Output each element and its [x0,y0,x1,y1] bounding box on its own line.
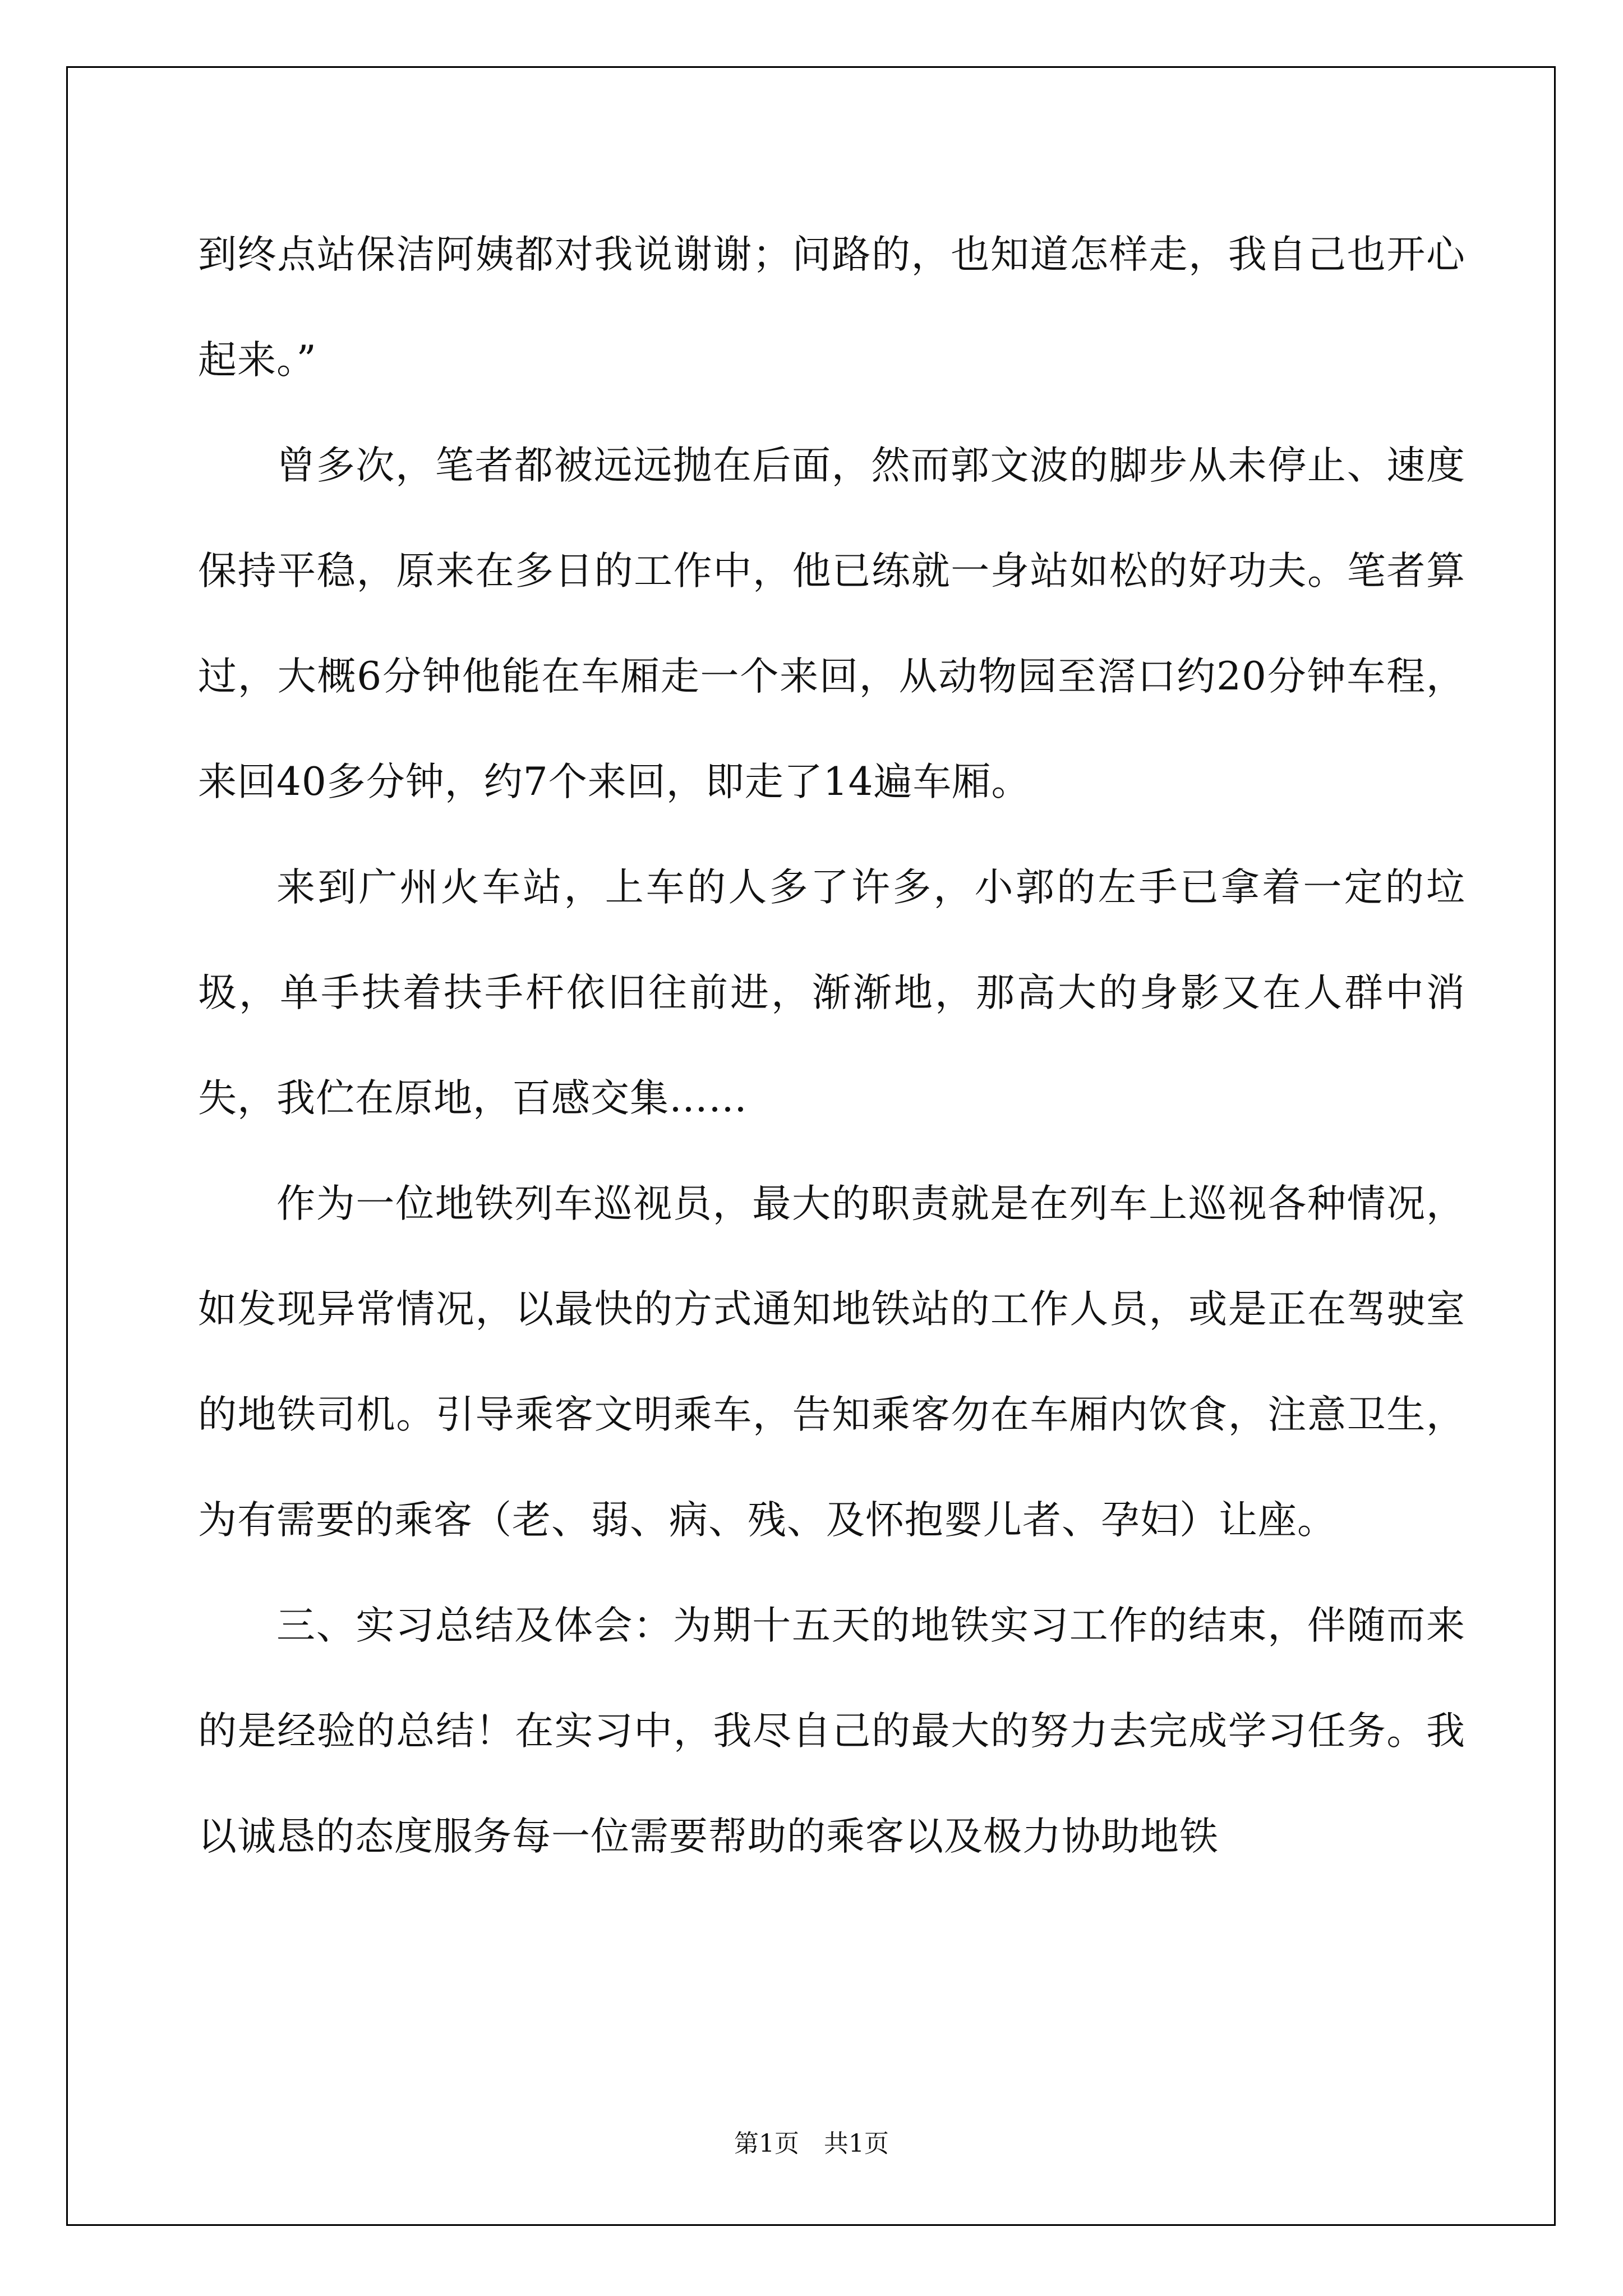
page-number: 第1页 [734,2129,799,2158]
document-body [198,202,1465,1889]
page-footer [0,2123,1623,2159]
page-total: 共1页 [824,2129,889,2158]
paragraph-4: 作为一位地铁列车巡视员，最大的职责就是在列车上巡视各种情况，如发现异常情况，以最快的方式通知地铁站的工作人员，或是正在驾驶室的地铁司机。引导乘客文明乘车，告知乘客勿在车厢内饮食，注意卫生，为有需要的乘客（老、弱、病、残、及怀抱婴儿者、孕妇）让座。 [198,1181,1465,1543]
paragraph-1: 到终点站保洁阿姨都对我说谢谢；问路的，也知道怎样走，我自己也开心起来。” [198,232,1465,383]
paragraph-3: 来到广州火车站，上车的人多了许多，小郭的左手已拿着一定的垃圾，单手扶着扶手杆依旧往前进，渐渐地，那高大的身影又在人群中消失，我伫在原地，百感交集…… [198,865,1465,1121]
paragraph-2: 曾多次，笔者都被远远抛在后面，然而郭文波的脚步从未停止、速度保持平稳，原来在多日的工作中，他已练就一身站如松的好功夫。笔者算过，大概6分钟他能在车厢走一个来回，从动物园至滘口约20分钟车程，来回40多分钟，约7个来回，即走了14遍车厢。 [198,443,1465,804]
paragraph-5: 三、实习总结及体会：为期十五天的地铁实习工作的结束，伴随而来的是经验的总结！在实习中，我尽自己的最大的努力去完成学习任务。我以诚恳的态度服务每一位需要帮助的乘客以及极力协助地铁 [198,1603,1465,1859]
